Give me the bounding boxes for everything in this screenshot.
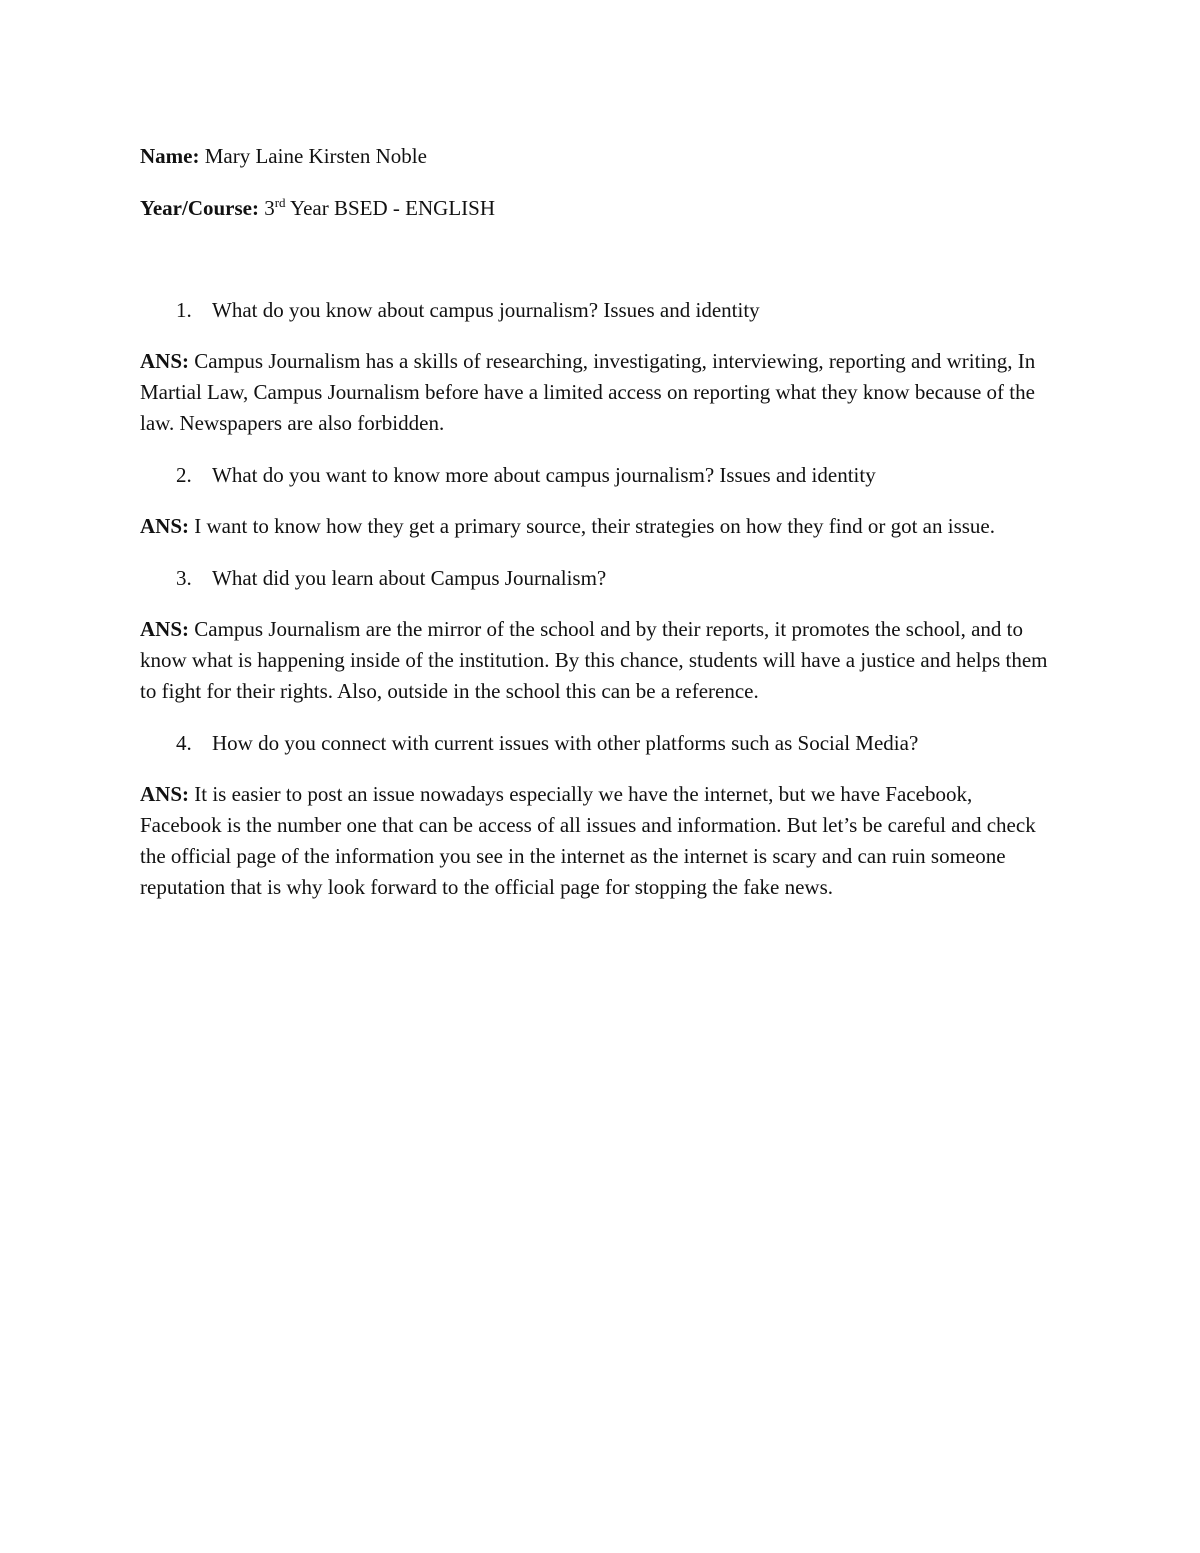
answer-text: It is easier to post an issue nowadays especially we have the internet, but we have Facebook, Facebook is the number one that can be access of all issues and information. But let’s be careful and check the official page of the information you see in the internet as the internet is scary and can ruin someone reputation that is why look forward to the official page for stopping the fake news. xyxy=(140,782,1036,899)
answer-4 xyxy=(140,779,1055,903)
course-value: Year BSED - ENGLISH xyxy=(290,196,495,220)
question-number: 2. xyxy=(176,463,192,487)
answer-text: Campus Journalism has a skills of researching, investigating, interviewing, reporting and writing, In Martial Law, Campus Journalism before have a limited access on reporting what they know because of the law. Newspapers are also forbidden. xyxy=(140,349,1036,435)
question-text: What do you want to know more about campus journalism? Issues and identity xyxy=(212,463,876,487)
answer-3 xyxy=(140,614,1055,707)
spacer xyxy=(140,244,1060,294)
course-label: Year/Course: xyxy=(140,196,259,220)
question-text: What do you know about campus journalism? Issues and identity xyxy=(212,298,760,322)
question-3 xyxy=(140,562,1060,594)
answer-label: ANS: xyxy=(140,782,190,806)
question-1 xyxy=(140,294,1060,326)
answer-1 xyxy=(140,346,1055,439)
question-text: What did you learn about Campus Journalism? xyxy=(212,566,607,590)
question-text: How do you connect with current issues with other platforms such as Social Media? xyxy=(212,731,919,755)
name-label: Name: xyxy=(140,144,200,168)
question-number: 1. xyxy=(176,298,192,322)
name-line xyxy=(140,140,1060,172)
question-number: 3. xyxy=(176,566,192,590)
document-body xyxy=(140,140,1060,923)
course-line xyxy=(140,192,1060,224)
course-year-ordinal: rd xyxy=(274,195,286,210)
answer-label: ANS: xyxy=(140,617,190,641)
answer-text: I want to know how they get a primary source, their strategies on how they find or got an issue. xyxy=(194,514,995,538)
question-4 xyxy=(140,727,1060,759)
course-year-number: 3 xyxy=(264,196,275,220)
question-2 xyxy=(140,459,1060,491)
question-number: 4. xyxy=(176,731,192,755)
answer-text: Campus Journalism are the mirror of the school and by their reports, it promotes the school, and to know what is happening inside of the institution. By this chance, students will have a justice and helps them to fight for their rights. Also, outside in the school this can be a reference. xyxy=(140,617,1048,703)
answer-label: ANS: xyxy=(140,514,190,538)
name-value: Mary Laine Kirsten Noble xyxy=(204,144,427,168)
answer-2 xyxy=(140,511,1055,542)
answer-label: ANS: xyxy=(140,349,190,373)
